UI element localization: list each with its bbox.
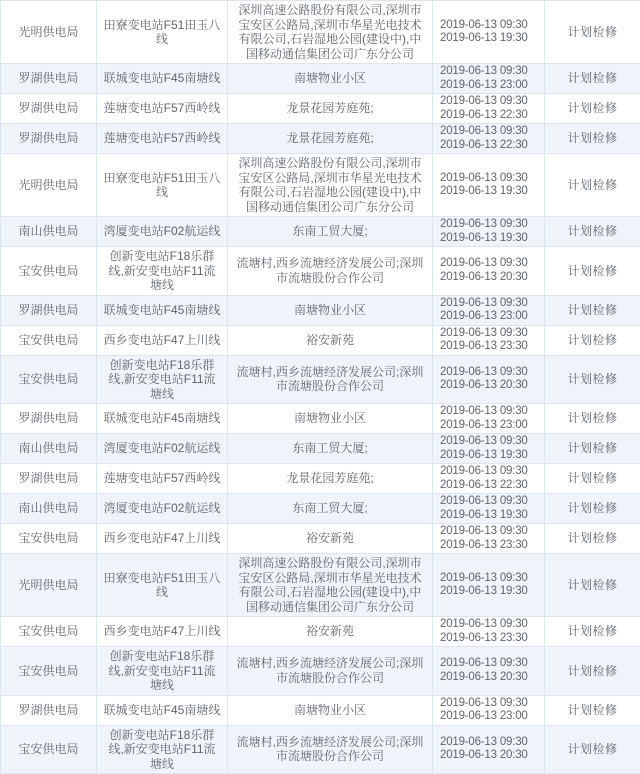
- bureau-cell: 罗湖供电局: [1, 404, 97, 434]
- type-cell: 计划检修: [545, 94, 640, 124]
- line-cell: 联城变电站F45南塘线: [97, 64, 228, 94]
- area-cell: 南塘物业小区: [228, 295, 433, 325]
- type-cell: 计划检修: [545, 247, 640, 296]
- time-start: 2019-06-13 09:30: [440, 435, 541, 449]
- bureau-cell: 南山供电局: [1, 434, 97, 464]
- area-cell: 深圳高速公路股份有限公司,深圳市宝安区公路局,深圳市华星光电技术有限公司,石岩湿地公园(建设中),中国移动通信集团公司广东分公司: [228, 154, 433, 217]
- bureau-cell: 光明供电局: [1, 554, 97, 617]
- table-row: [1, 1, 640, 64]
- time-cell: [433, 64, 545, 94]
- table-row: [1, 217, 640, 247]
- type-cell: 计划检修: [545, 617, 640, 647]
- time-end: 2019-06-13 23:00: [440, 710, 541, 724]
- line-cell: 湾厦变电站F02航运线: [97, 494, 228, 524]
- time-end: 2019-06-13 19:30: [440, 509, 541, 523]
- time-start: 2019-06-13 09:30: [440, 657, 541, 671]
- area-cell: 东南工贸大厦;: [228, 217, 433, 247]
- time-end: 2019-06-13 20:30: [440, 379, 541, 393]
- time-cell: [433, 94, 545, 124]
- time-cell: [433, 295, 545, 325]
- bureau-cell: 罗湖供电局: [1, 64, 97, 94]
- bureau-cell: 罗湖供电局: [1, 124, 97, 154]
- time-end: 2019-06-13 20:30: [440, 749, 541, 763]
- time-cell: [433, 247, 545, 296]
- area-cell: 流塘村,西乡流塘经济发展公司;深圳市流塘股份合作公司: [228, 247, 433, 296]
- line-cell: 田寮变电站F51田玉八线: [97, 154, 228, 217]
- table-row: [1, 94, 640, 124]
- line-cell: 莲塘变电站F57西岭线: [97, 94, 228, 124]
- line-cell: 西乡变电站F47上川线: [97, 524, 228, 554]
- type-cell: 计划检修: [545, 647, 640, 696]
- table-row: [1, 355, 640, 404]
- time-end: 2019-06-13 23:00: [440, 419, 541, 433]
- time-end: 2019-06-13 19:30: [440, 232, 541, 246]
- time-cell: [433, 434, 545, 464]
- table-row: [1, 554, 640, 617]
- bureau-cell: 南山供电局: [1, 217, 97, 247]
- line-cell: 莲塘变电站F57西岭线: [97, 124, 228, 154]
- time-end: 2019-06-13 19:30: [440, 585, 541, 599]
- type-cell: 计划检修: [545, 554, 640, 617]
- time-cell: [433, 554, 545, 617]
- line-cell: 联城变电站F45南塘线: [97, 295, 228, 325]
- line-cell: 湾厦变电站F02航运线: [97, 434, 228, 464]
- time-end: 2019-06-13 20:30: [440, 271, 541, 285]
- type-cell: 计划检修: [545, 494, 640, 524]
- time-end: 2019-06-13 19:30: [440, 32, 541, 46]
- time-start: 2019-06-13 09:30: [440, 95, 541, 109]
- type-cell: 计划检修: [545, 355, 640, 404]
- bureau-cell: 罗湖供电局: [1, 464, 97, 494]
- table-row: [1, 325, 640, 355]
- area-cell: 流塘村,西乡流塘经济发展公司;深圳市流塘股份合作公司: [228, 725, 433, 774]
- area-cell: 南塘物业小区: [228, 404, 433, 434]
- time-start: 2019-06-13 09:30: [440, 525, 541, 539]
- area-cell: 东南工贸大厦;: [228, 494, 433, 524]
- line-cell: 西乡变电站F47上川线: [97, 617, 228, 647]
- time-cell: [433, 725, 545, 774]
- type-cell: 计划检修: [545, 64, 640, 94]
- area-cell: 南塘物业小区: [228, 64, 433, 94]
- time-start: 2019-06-13 09:30: [440, 572, 541, 586]
- area-cell: 流塘村,西乡流塘经济发展公司;深圳市流塘股份合作公司: [228, 647, 433, 696]
- time-end: 2019-06-13 23:30: [440, 340, 541, 354]
- bureau-cell: 宝安供电局: [1, 725, 97, 774]
- line-cell: 联城变电站F45南塘线: [97, 404, 228, 434]
- area-cell: 流塘村,西乡流塘经济发展公司;深圳市流塘股份合作公司: [228, 355, 433, 404]
- area-cell: 龙景花园芳庭苑;: [228, 124, 433, 154]
- line-cell: 莲塘变电站F57西岭线: [97, 464, 228, 494]
- bureau-cell: 南山供电局: [1, 494, 97, 524]
- time-cell: [433, 217, 545, 247]
- time-cell: [433, 464, 545, 494]
- time-start: 2019-06-13 09:30: [440, 297, 541, 311]
- bureau-cell: 罗湖供电局: [1, 695, 97, 725]
- time-start: 2019-06-13 09:30: [440, 495, 541, 509]
- type-cell: 计划检修: [545, 725, 640, 774]
- bureau-cell: 宝安供电局: [1, 524, 97, 554]
- time-end: 2019-06-13 19:30: [440, 185, 541, 199]
- bureau-cell: 宝安供电局: [1, 325, 97, 355]
- time-end: 2019-06-13 19:30: [440, 449, 541, 463]
- table-row: [1, 247, 640, 296]
- type-cell: 计划检修: [545, 325, 640, 355]
- bureau-cell: 罗湖供电局: [1, 295, 97, 325]
- line-cell: 田寮变电站F51田玉八线: [97, 1, 228, 64]
- type-cell: 计划检修: [545, 295, 640, 325]
- bureau-cell: 光明供电局: [1, 154, 97, 217]
- bureau-cell: 宝安供电局: [1, 617, 97, 647]
- time-start: 2019-06-13 09:30: [440, 697, 541, 711]
- time-start: 2019-06-13 09:30: [440, 172, 541, 186]
- line-cell: 创新变电站F18乐群线,新安变电站F11流塘线: [97, 247, 228, 296]
- time-cell: [433, 494, 545, 524]
- time-start: 2019-06-13 09:30: [440, 618, 541, 632]
- type-cell: 计划检修: [545, 404, 640, 434]
- time-start: 2019-06-13 09:30: [440, 125, 541, 139]
- time-end: 2019-06-13 23:30: [440, 632, 541, 646]
- table-row: [1, 154, 640, 217]
- type-cell: 计划检修: [545, 154, 640, 217]
- time-start: 2019-06-13 09:30: [440, 327, 541, 341]
- bureau-cell: 宝安供电局: [1, 247, 97, 296]
- area-cell: 龙景花园芳庭苑;: [228, 464, 433, 494]
- bureau-cell: 罗湖供电局: [1, 94, 97, 124]
- area-cell: 裕安新苑: [228, 325, 433, 355]
- table-row: [1, 617, 640, 647]
- table-row: [1, 647, 640, 696]
- area-cell: 深圳高速公路股份有限公司,深圳市宝安区公路局,深圳市华星光电技术有限公司,石岩湿地公园(建设中),中国移动通信集团公司广东分公司: [228, 554, 433, 617]
- table-row: [1, 404, 640, 434]
- table-row: [1, 464, 640, 494]
- type-cell: 计划检修: [545, 464, 640, 494]
- time-start: 2019-06-13 09:30: [440, 366, 541, 380]
- type-cell: 计划检修: [545, 524, 640, 554]
- line-cell: 湾厦变电站F02航运线: [97, 217, 228, 247]
- bureau-cell: 宝安供电局: [1, 355, 97, 404]
- time-start: 2019-06-13 09:30: [440, 257, 541, 271]
- time-end: 2019-06-13 23:00: [440, 310, 541, 324]
- type-cell: 计划检修: [545, 695, 640, 725]
- area-cell: 裕安新苑: [228, 617, 433, 647]
- area-cell: 龙景花园芳庭苑;: [228, 94, 433, 124]
- bureau-cell: 宝安供电局: [1, 647, 97, 696]
- time-start: 2019-06-13 09:30: [440, 65, 541, 79]
- line-cell: 西乡变电站F47上川线: [97, 325, 228, 355]
- time-cell: [433, 404, 545, 434]
- bureau-cell: 光明供电局: [1, 1, 97, 64]
- type-cell: 计划检修: [545, 217, 640, 247]
- line-cell: 创新变电站F18乐群线,新安变电站F11流塘线: [97, 355, 228, 404]
- time-cell: [433, 355, 545, 404]
- time-end: 2019-06-13 23:00: [440, 79, 541, 93]
- time-cell: [433, 154, 545, 217]
- area-cell: 南塘物业小区: [228, 695, 433, 725]
- line-cell: 联城变电站F45南塘线: [97, 695, 228, 725]
- time-cell: [433, 124, 545, 154]
- time-cell: [433, 325, 545, 355]
- time-cell: [433, 1, 545, 64]
- table-row: [1, 494, 640, 524]
- time-end: 2019-06-13 22:30: [440, 139, 541, 153]
- time-start: 2019-06-13 09:30: [440, 736, 541, 750]
- type-cell: 计划检修: [545, 1, 640, 64]
- area-cell: 东南工贸大厦;: [228, 434, 433, 464]
- table-row: [1, 725, 640, 774]
- type-cell: 计划检修: [545, 124, 640, 154]
- table-row: [1, 64, 640, 94]
- table-row: [1, 434, 640, 464]
- time-end: 2019-06-13 20:30: [440, 671, 541, 685]
- table-row: [1, 295, 640, 325]
- time-start: 2019-06-13 09:30: [440, 405, 541, 419]
- outage-table-body: [1, 1, 640, 774]
- time-start: 2019-06-13 09:30: [440, 218, 541, 232]
- time-cell: [433, 647, 545, 696]
- time-cell: [433, 524, 545, 554]
- area-cell: 深圳高速公路股份有限公司,深圳市宝安区公路局,深圳市华星光电技术有限公司,石岩湿地公园(建设中),中国移动通信集团公司广东分公司: [228, 1, 433, 64]
- type-cell: 计划检修: [545, 434, 640, 464]
- time-end: 2019-06-13 22:30: [440, 109, 541, 123]
- area-cell: 裕安新苑: [228, 524, 433, 554]
- line-cell: 创新变电站F18乐群线,新安变电站F11流塘线: [97, 647, 228, 696]
- time-end: 2019-06-13 22:30: [440, 479, 541, 493]
- time-cell: [433, 617, 545, 647]
- line-cell: 创新变电站F18乐群线,新安变电站F11流塘线: [97, 725, 228, 774]
- table-row: [1, 124, 640, 154]
- line-cell: 田寮变电站F51田玉八线: [97, 554, 228, 617]
- table-row: [1, 524, 640, 554]
- time-start: 2019-06-13 09:30: [440, 465, 541, 479]
- time-end: 2019-06-13 23:30: [440, 539, 541, 553]
- time-start: 2019-06-13 09:30: [440, 19, 541, 33]
